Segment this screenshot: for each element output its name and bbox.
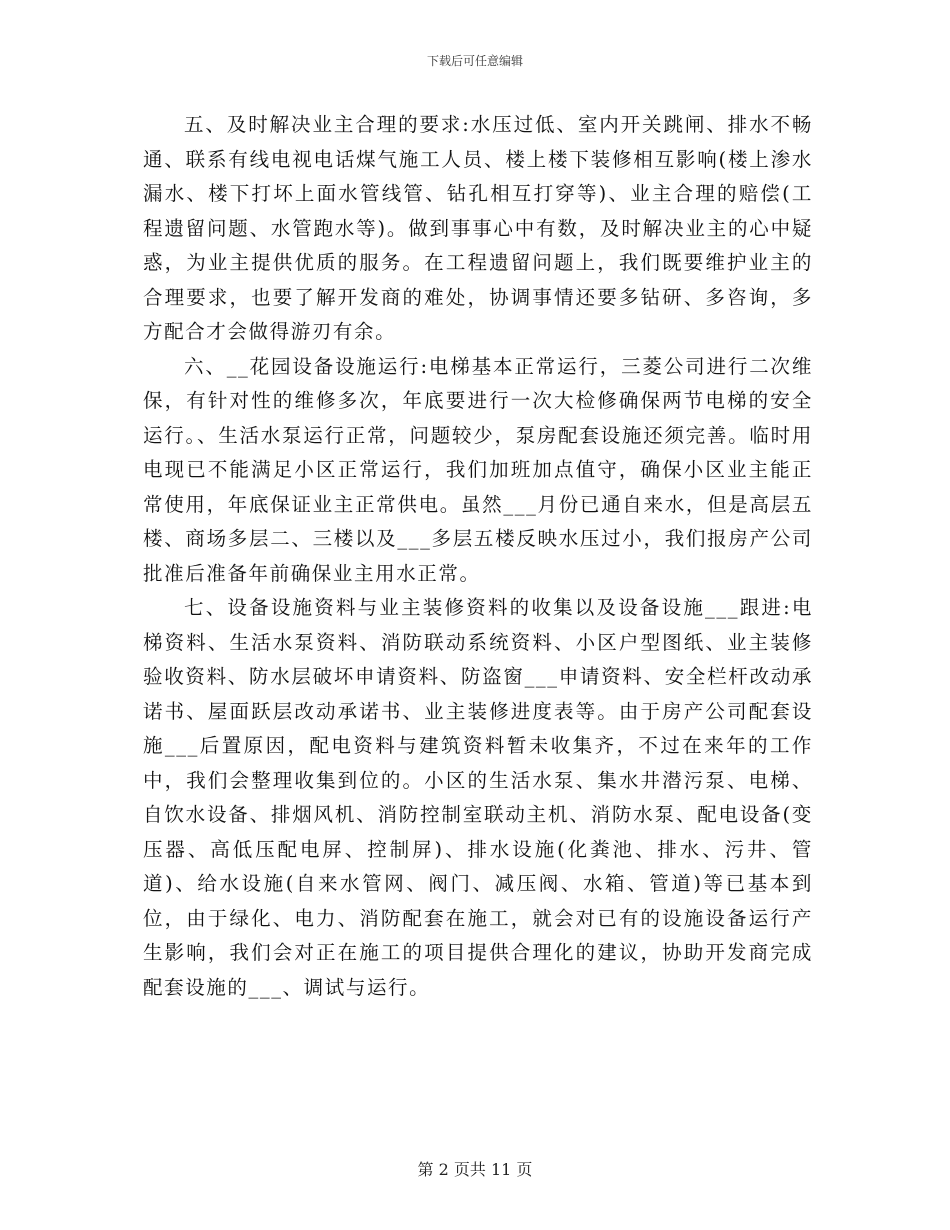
paragraph-7: 七、设备设施资料与业主装修资料的收集以及设备设施___跟进:电梯资料、生活水泵资料、消防联动系统资料、小区户型图纸、业主装修验收资料、防水层破坏申请资料、防盗窗___申请资料、安全栏杆改动承诺书、屋面跃层改动承诺书、业主装修进度表等。由于房产公司配套设施___后置原因，配电资料与建筑资料暂未收集齐，不过在来年的工作中，我们会整理收集到位的。小区的生活水泵、集水井潜污泵、电梯、自饮水设备、排烟风机、消防控制室联动主机、消防水泵、配电设备(变压器、高低压配电屏、控制屏)、排水设施(化粪池、排水、污井、管道)、给水设施(自来水管网、阀门、减压阀、水箱、管道)等已基本到位，由于绿化、电力、消防配套在施工，就会对已有的设施设备运行产生影响，我们会对正在施工的项目提供合理化的建议，协助开发商完成配套设施的___、调试与运行。: [143, 596, 813, 999]
header-note: 下载后可任意编辑: [426, 54, 523, 68]
paragraph-5: 五、及时解决业主合理的要求:水压过低、室内开关跳闸、排水不畅通、联系有线电视电话煤气施工人员、楼上楼下装修相互影响(楼上渗水漏水、楼下打坏上面水管线管、钻孔相互打穿等)、业主合理的赔偿(工程遗留问题、水管跑水等)。做到事事心中有数，及时解决业主的心中疑惑，为业主提供优质的服务。在工程遗留问题上，我们既要维护业主的合理要求，也要了解开发商的难处，协调事情还要多钻研、多咨询，多方配合才会做得游刃有余。: [143, 113, 813, 343]
paragraph-6: 六、__花园设备设施运行:电梯基本正常运行，三菱公司进行二次维保，有针对性的维修多次，年底要进行一次大检修确保两节电梯的安全运行。、生活水泵运行正常，问题较少，泵房配套设施还须完善。临时用电现已不能满足小区正常运行，我们加班加点值守，确保小区业主能正常使用，年底保证业主正常供电。虽然___月份已通自来水，但是高层五楼、商场多层二、三楼以及___多层五楼反映水压过小，我们报房产公司批准后准备年前确保业主用水正常。: [143, 354, 813, 585]
document-body: [143, 108, 813, 1005]
page-number: 第 2 页共 11 页: [417, 1160, 533, 1179]
